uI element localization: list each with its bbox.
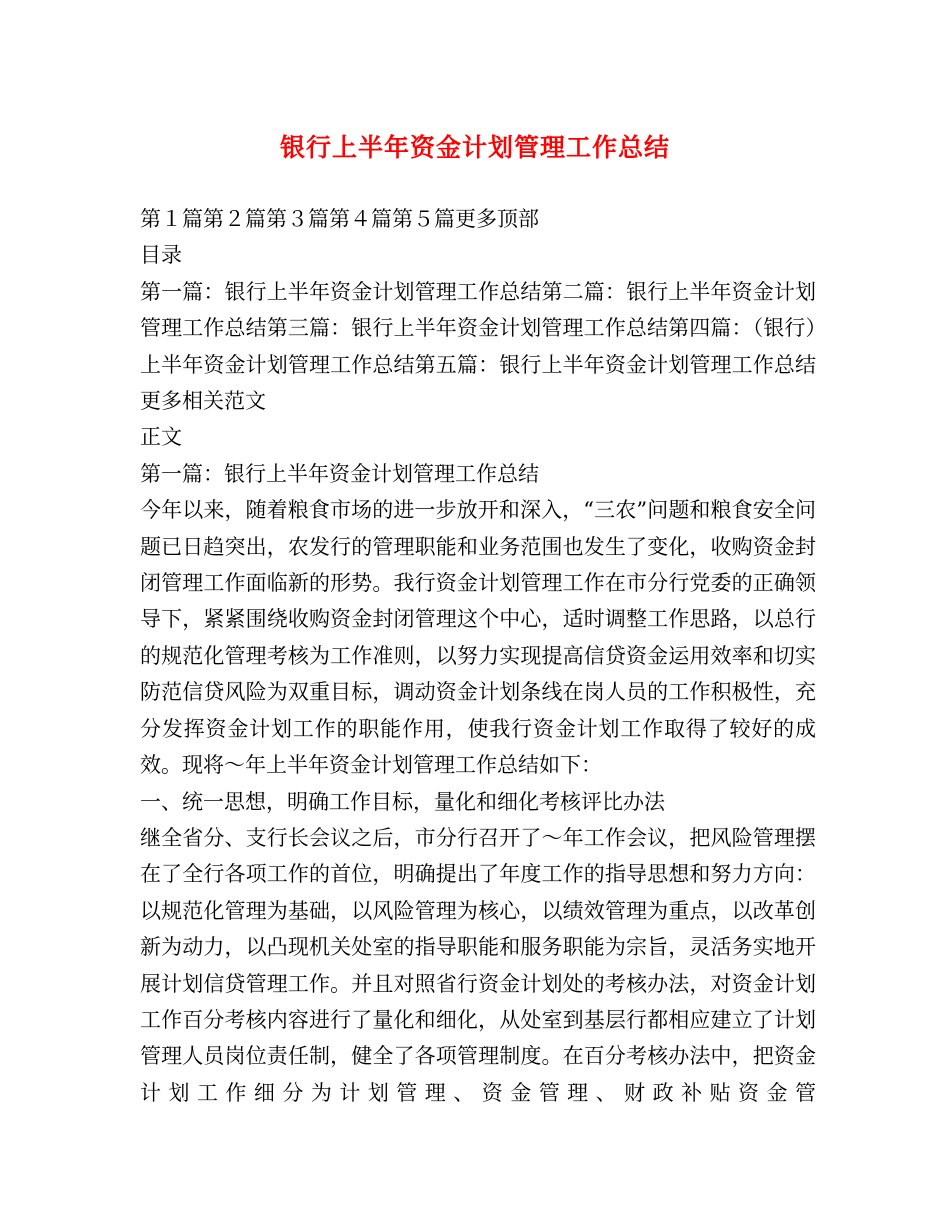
toc-text: 第一篇：银行上半年资金计划管理工作总结第二篇：银行上半年资金计划管理工作总结第三篇：银行上半年资金计划管理工作总结第四篇：（银行）上半年资金计划管理工作总结第五篇：银行上半年资金计划管理工作总结更多相关范文 (140, 279, 816, 414)
toc-heading: 目录 (140, 243, 182, 268)
section-nav-line: 第１篇第２篇第３篇第４篇第５篇更多顶部 (140, 207, 539, 231)
document-body (140, 201, 816, 1111)
main-heading: 正文 (140, 425, 182, 450)
part1-heading: 第一篇：银行上半年资金计划管理工作总结 (140, 461, 539, 486)
paragraph-2: 继全省分、支行长会议之后，市分行召开了～年工作会议，把风险管理摆在了全行各项工作的首位，明确提出了年度工作的指导思想和努力方向：以规范化管理为基础，以风险管理为核心，以绩效管理为重点，以改革创新为动力，以凸现机关处室的指导职能和服务职能为宗旨，灵活务实地开展计划信贷管理工作。并且对照省行资金计划处的考核办法，对资金计划工作百分考核内容进行了量化和细化，从处室到基层行都相应建立了计划管理人员岗位责任制，健全了各项管理制度。在百分考核办法中，把资金计划工作细分为计划管理、资金管理、财政补贴资金管 (140, 825, 816, 1105)
paragraph-1: 今年以来，随着粮食市场的进一步放开和深入，“三农”问题和粮食安全问题已日趋突出，农发行的管理职能和业务范围也发生了变化，收购资金封闭管理工作面临新的形势。我行资金计划管理工作在市分行党委的正确领导下，紧紧围绕收购资金封闭管理这个中心，适时调整工作思路，以总行的规范化管理考核为工作准则，以努力实现提高信贷资金运用效率和切实防范信贷风险为双重目标，调动资金计划条线在岗人员的工作积极性，充分发挥资金计划工作的职能作用，使我行资金计划工作取得了较好的成效。现将～年上半年资金计划管理工作总结如下： (140, 498, 816, 778)
document-title: 银行上半年资金计划管理工作总结 (279, 133, 670, 162)
section1-heading: 一、统一思想，明确工作目标，量化和细化考核评比办法 (140, 789, 665, 814)
